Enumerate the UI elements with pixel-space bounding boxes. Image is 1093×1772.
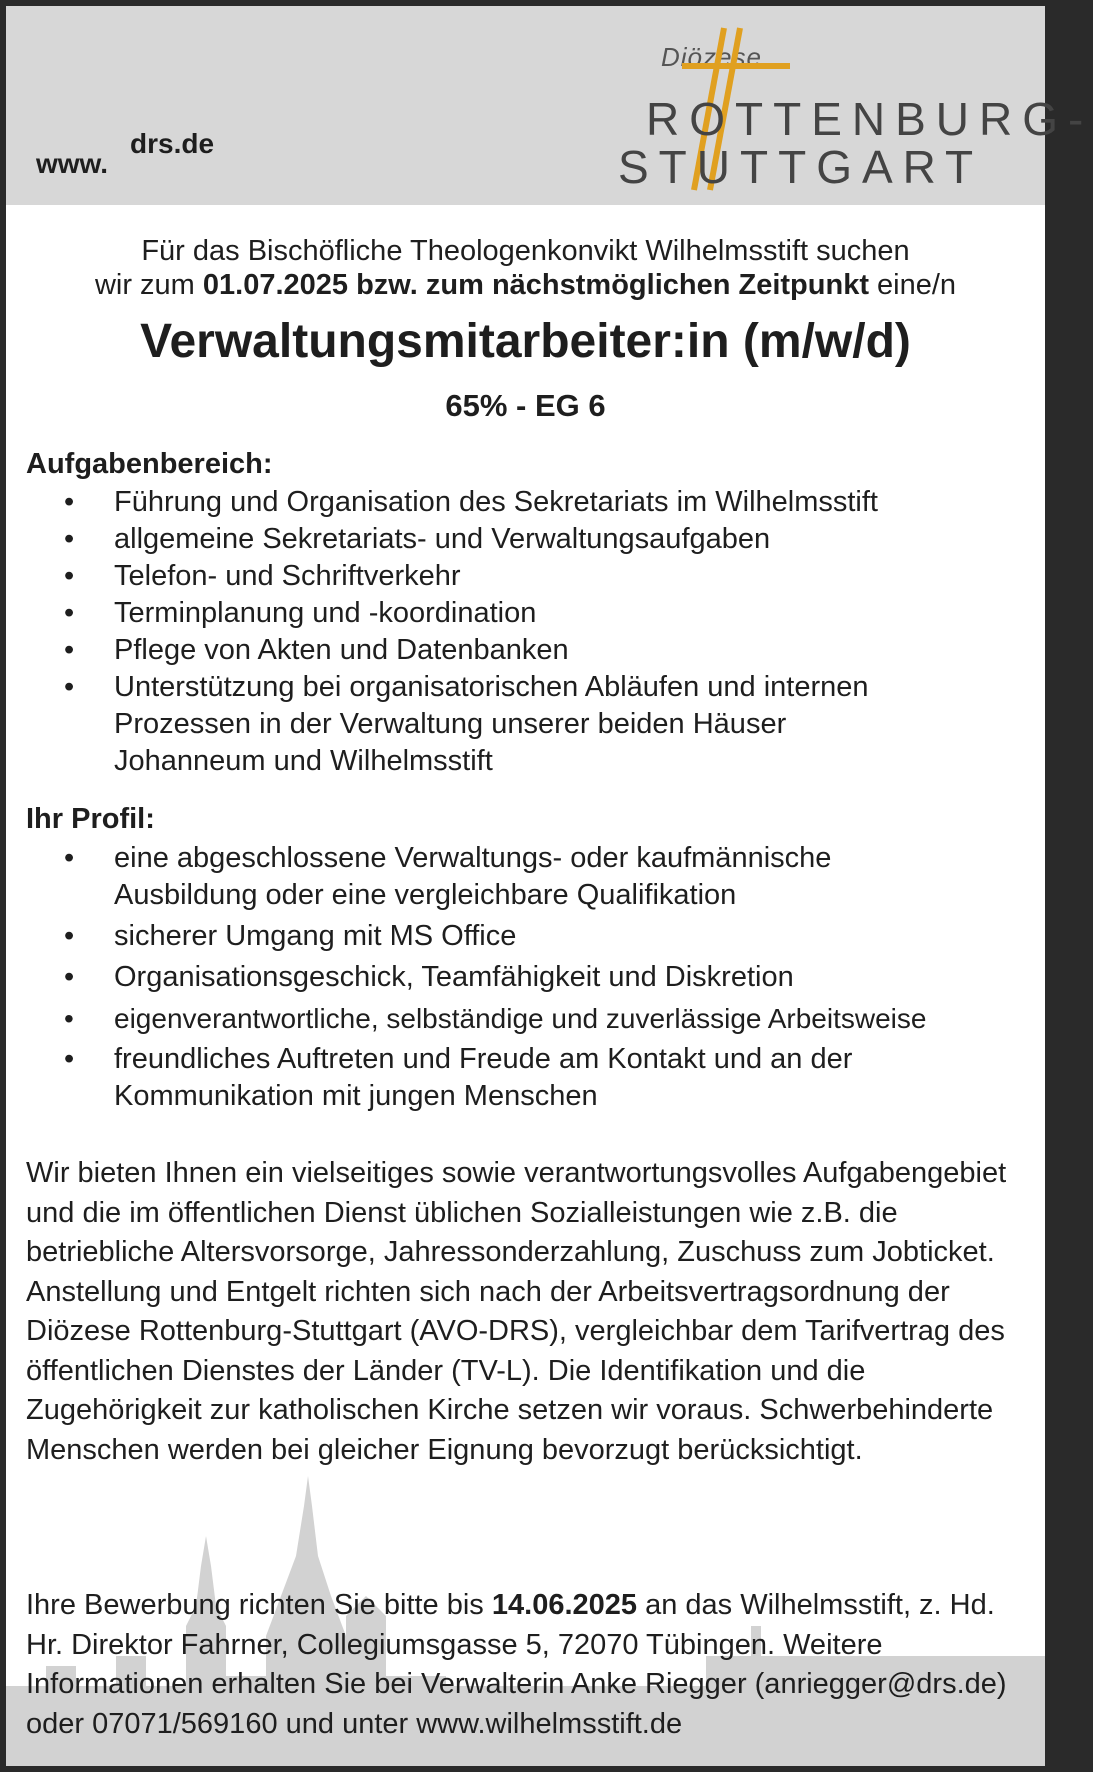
intro-line-1: Für das Bischöfliche Theologenkonvikt Wilhelmsstift suchen bbox=[141, 235, 910, 267]
list-item: • Pflege von Akten und Datenbanken bbox=[64, 634, 569, 666]
logo-dioezese-text: Diözese bbox=[661, 42, 762, 72]
website-domain: drs.de bbox=[130, 128, 215, 159]
list-item: • allgemeine Sekretariats- und Verwaltungsaufgaben bbox=[64, 523, 771, 555]
application-paragraph: Ihre Bewerbung richten Sie bitte bis 14.06.2025 an das Wilhelmsstift, z. Hd. Hr. Direktor Fahrner, Collegiumsgasse 5, 72070 Tübingen. Weitere Informationen erhalten Sie bei Verwalterin Anke Riegger (anriegger@drs.de) oder 07071/569160 und unter www.wilhelmsstift.de bbox=[26, 1589, 1007, 1740]
list-item: • Terminplanung und -koordination bbox=[64, 597, 537, 629]
logo-line-2: STUTTGART bbox=[618, 141, 984, 193]
start-date: 01.07.2025 bzw. zum nächstmöglichen Zeitpunkt bbox=[202, 269, 869, 301]
job-title: Verwaltungsmitarbeiter:in (m/w/d) bbox=[140, 315, 911, 368]
profile-heading: Ihr Profil: bbox=[26, 803, 155, 835]
profile-list bbox=[6, 840, 1045, 1115]
list-item: • eigenverantwortliche, selbständige und zuverlässige Arbeitsweise bbox=[64, 1003, 927, 1034]
list-item: • eine abgeschlossene Verwaltungs- oder kaufmännische Ausbildung oder eine vergleichbare Qualifikation bbox=[64, 842, 832, 911]
list-item: • freundliches Auftreten und Freude am Kontakt und an der Kommunikation mit jungen Menschen bbox=[64, 1043, 853, 1112]
job-subtitle: 65% - EG 6 bbox=[445, 388, 606, 423]
header-band bbox=[6, 6, 1093, 205]
list-item: • Führung und Organisation des Sekretariats im Wilhelmsstift bbox=[64, 486, 878, 518]
tasks-list bbox=[6, 484, 1045, 780]
logo-line-1: ROTTENBURG- bbox=[646, 93, 1093, 145]
intro-line-2: wir zum 01.07.2025 bzw. zum nächstmöglichen Zeitpunkt eine/n bbox=[94, 269, 957, 301]
list-item: • Unterstützung bei organisatorischen Abläufen und internen Prozessen in der Verwaltung unserer beiden Häuser Johanneum und Wilhelmsstift bbox=[64, 671, 869, 777]
job-advertisement bbox=[6, 6, 1093, 1766]
application-deadline: 14.06.2025 bbox=[491, 1589, 638, 1621]
list-item: • Organisationsgeschick, Teamfähigkeit und Diskretion bbox=[64, 961, 794, 993]
website-prefix: www. bbox=[36, 148, 109, 179]
offer-paragraph: Wir bieten Ihnen ein vielseitiges sowie verantwortungsvolles Aufgabengebiet und die im öffentlichen Dienst üblichen Sozialleistungen wie z.B. die betriebliche Altersvorsorge, Jahressonderzahlung, Zuschuss zum Jobticket. Anstellung und Entgelt richten sich nach der Arbeitsvertragsordnung der Diözese Rottenburg-Stuttgart (AVO-DRS), vergleichbar dem Tarifvertrag des öffentlichen Dienstes der Länder (TV-L). Die Identifikation und die Zugehörigkeit zur katholischen Kirche setzen wir voraus. Schwerbehinderte Menschen werden bei gleicher Eignung bevorzugt berücksichtigt. bbox=[26, 1157, 1007, 1466]
list-item: • sicherer Umgang mit MS Office bbox=[64, 920, 517, 952]
tasks-heading: Aufgabenbereich: bbox=[26, 448, 273, 480]
list-item: • Telefon- und Schriftverkehr bbox=[64, 560, 461, 592]
